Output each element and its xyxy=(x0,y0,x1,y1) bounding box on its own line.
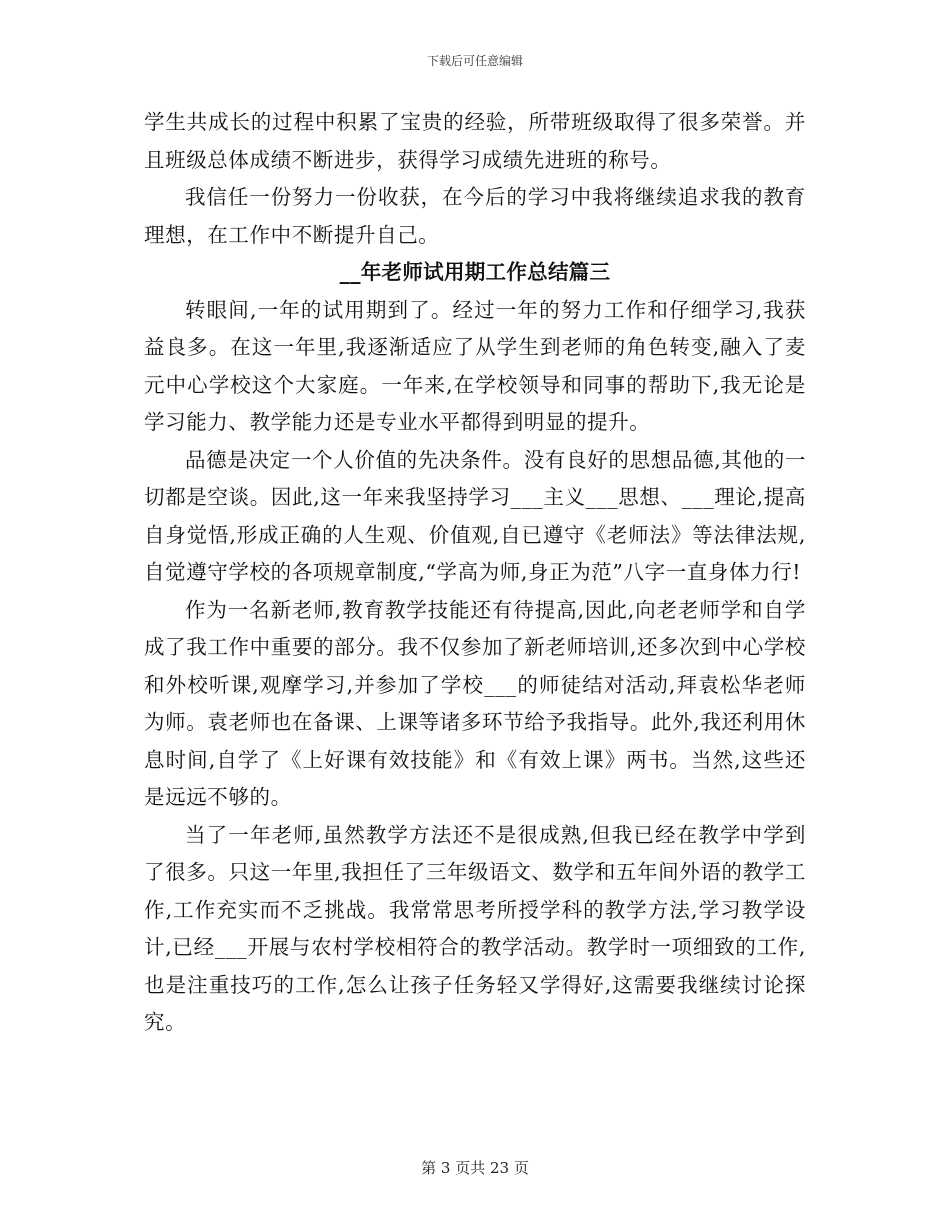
paragraph: 转眼间,一年的试用期到了。经过一年的努力工作和仔细学习,我获益良多。在这一年里,我逐渐适应了从学生到老师的角色转变,融入了麦元中心学校这个大家庭。一年来,在学校领导和同事的帮助下,我无论是学习能力、教学能力还是专业水平都得到明显的提升。 xyxy=(144,297,806,434)
paragraph: 品德是决定一个人价值的先决条件。没有良好的思想品德,其他的一切都是空谈。因此,这一年来我坚持学习___主义___思想、___理论,提高自身觉悟,形成正确的人生观、价值观,自已遵守《老师法》等法律法规,自觉遵守学校的各项规章制度,“学高为师,身正为范”八字一直身体力行! xyxy=(144,447,806,584)
page-header: 下载后可任意编辑 xyxy=(426,54,523,68)
paragraph: 作为一名新老师,教育教学技能还有待提高,因此,向老老师学和自学成了我工作中重要的部分。我不仅参加了新老师培训,还多次到中心学校和外校听课,观摩学习,并参加了学校___的师徒结对活动,拜袁松华老师为师。袁老师也在备课、上课等诸多环节给予我指导。此外,我还利用休息时间,自学了《上好课有效技能》和《有效上课》两书。当然,这些还是远远不够的。 xyxy=(144,597,806,809)
section-title: __年老师试用期工作总结篇三 xyxy=(339,260,611,284)
page-footer: 第 3 页共 23 页 xyxy=(421,1159,529,1177)
paragraph: 学生共成长的过程中积累了宝贵的经验，所带班级取得了很多荣誉。并且班级总体成绩不断进步，获得学习成绩先进班的称号。 xyxy=(144,110,806,172)
paragraph: 当了一年老师,虽然教学方法还不是很成熟,但我已经在教学中学到了很多。只这一年里,我担任了三年级语文、数学和五年间外语的教学工作,工作充实而不乏挑战。我常常思考所授学科的教学方法,学习教学设计,已经___开展与农村学校相符合的教学活动。教学时一项细致的工作,也是注重技巧的工作,怎么让孩子任务轻又学得好,这需要我继续讨论探究。 xyxy=(144,822,806,1034)
document-body xyxy=(144,104,806,1042)
paragraph: 我信任一份努力一份收获，在今后的学习中我将继续追求我的教育理想，在工作中不断提升自己。 xyxy=(144,185,806,247)
